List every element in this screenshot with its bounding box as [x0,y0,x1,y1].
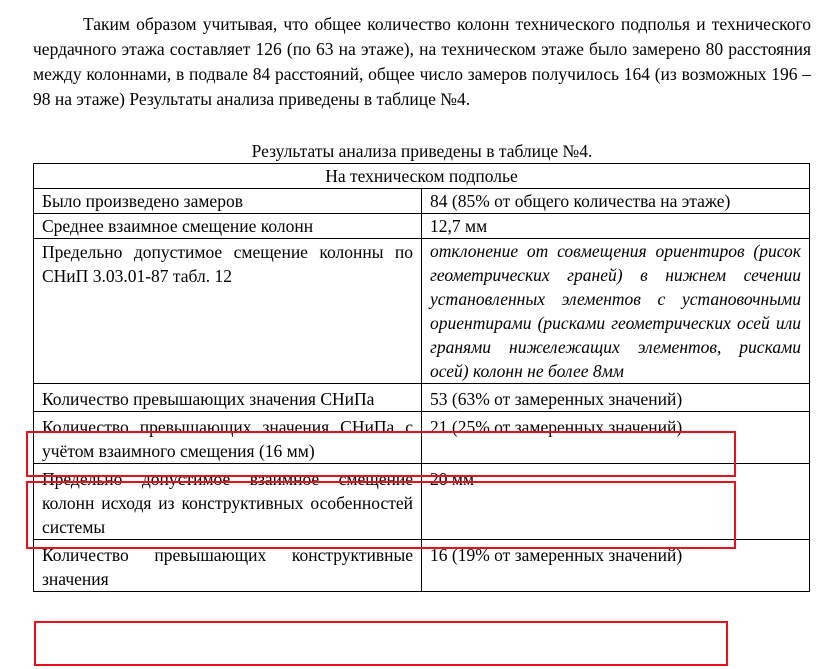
row-label: Среднее взаимное смещение колонн [34,214,422,239]
row-label: Было произведено замеров [34,189,422,214]
table-row [34,464,810,540]
row-value: 12,7 мм [422,214,810,239]
table-row [34,412,810,464]
body-paragraph: Таким образом учитывая, что общее количество колонн технического подполья и технического чердачного этажа составляет 126 (по 63 на этаже), на техническом этаже было замерено 80 расстояния между колоннами, в подвале 84 расстояний, общее число замеров получилось 164 (из возможных 196 – 98 на этаже) Результаты анализа приведены в таблице №4. [33,14,811,109]
row-label: Предельно допустимое смещение колонны по СНиП 3.03.01-87 табл. 12 [34,239,422,384]
row-value: 20 мм [422,464,810,540]
table-row [34,540,810,592]
row-value: 21 (25% от замеренных значений) [422,412,810,464]
row-value: 84 (85% от общего количества на этаже) [422,189,810,214]
table-row [34,239,810,384]
row-value: отклонение от совмещения ориентиров (рисок геометрических граней) в нижнем сечении установленных элементов с установочными ориентирами (рисками геометрических осей или гранями нижележащих элементов, рисками осей) колонн не более 8мм [422,239,810,384]
row-value: 53 (63% от замеренных значений) [422,384,810,412]
table-row [34,384,810,412]
highlight-box-row-7 [34,621,728,666]
table-caption: Результаты анализа приведены в таблице №4. [251,141,593,161]
table-row [34,214,810,239]
row-label: Количество превышающих конструктивные значения [34,540,422,592]
results-table [33,163,810,592]
row-label: Количество превышающих значения СНиПа с учётом взаимного смещения (16 мм) [34,412,422,464]
table-header-row [34,164,810,189]
row-value: 16 (19% от замеренных значений) [422,540,810,592]
row-label: Количество превышающих значения СНиПа [34,384,422,412]
table-header: На техническом подполье [34,164,810,189]
row-label: Предельно допустимое взаимное смещение колонн исходя из конструктивных особенностей системы [34,464,422,540]
table-row [34,189,810,214]
